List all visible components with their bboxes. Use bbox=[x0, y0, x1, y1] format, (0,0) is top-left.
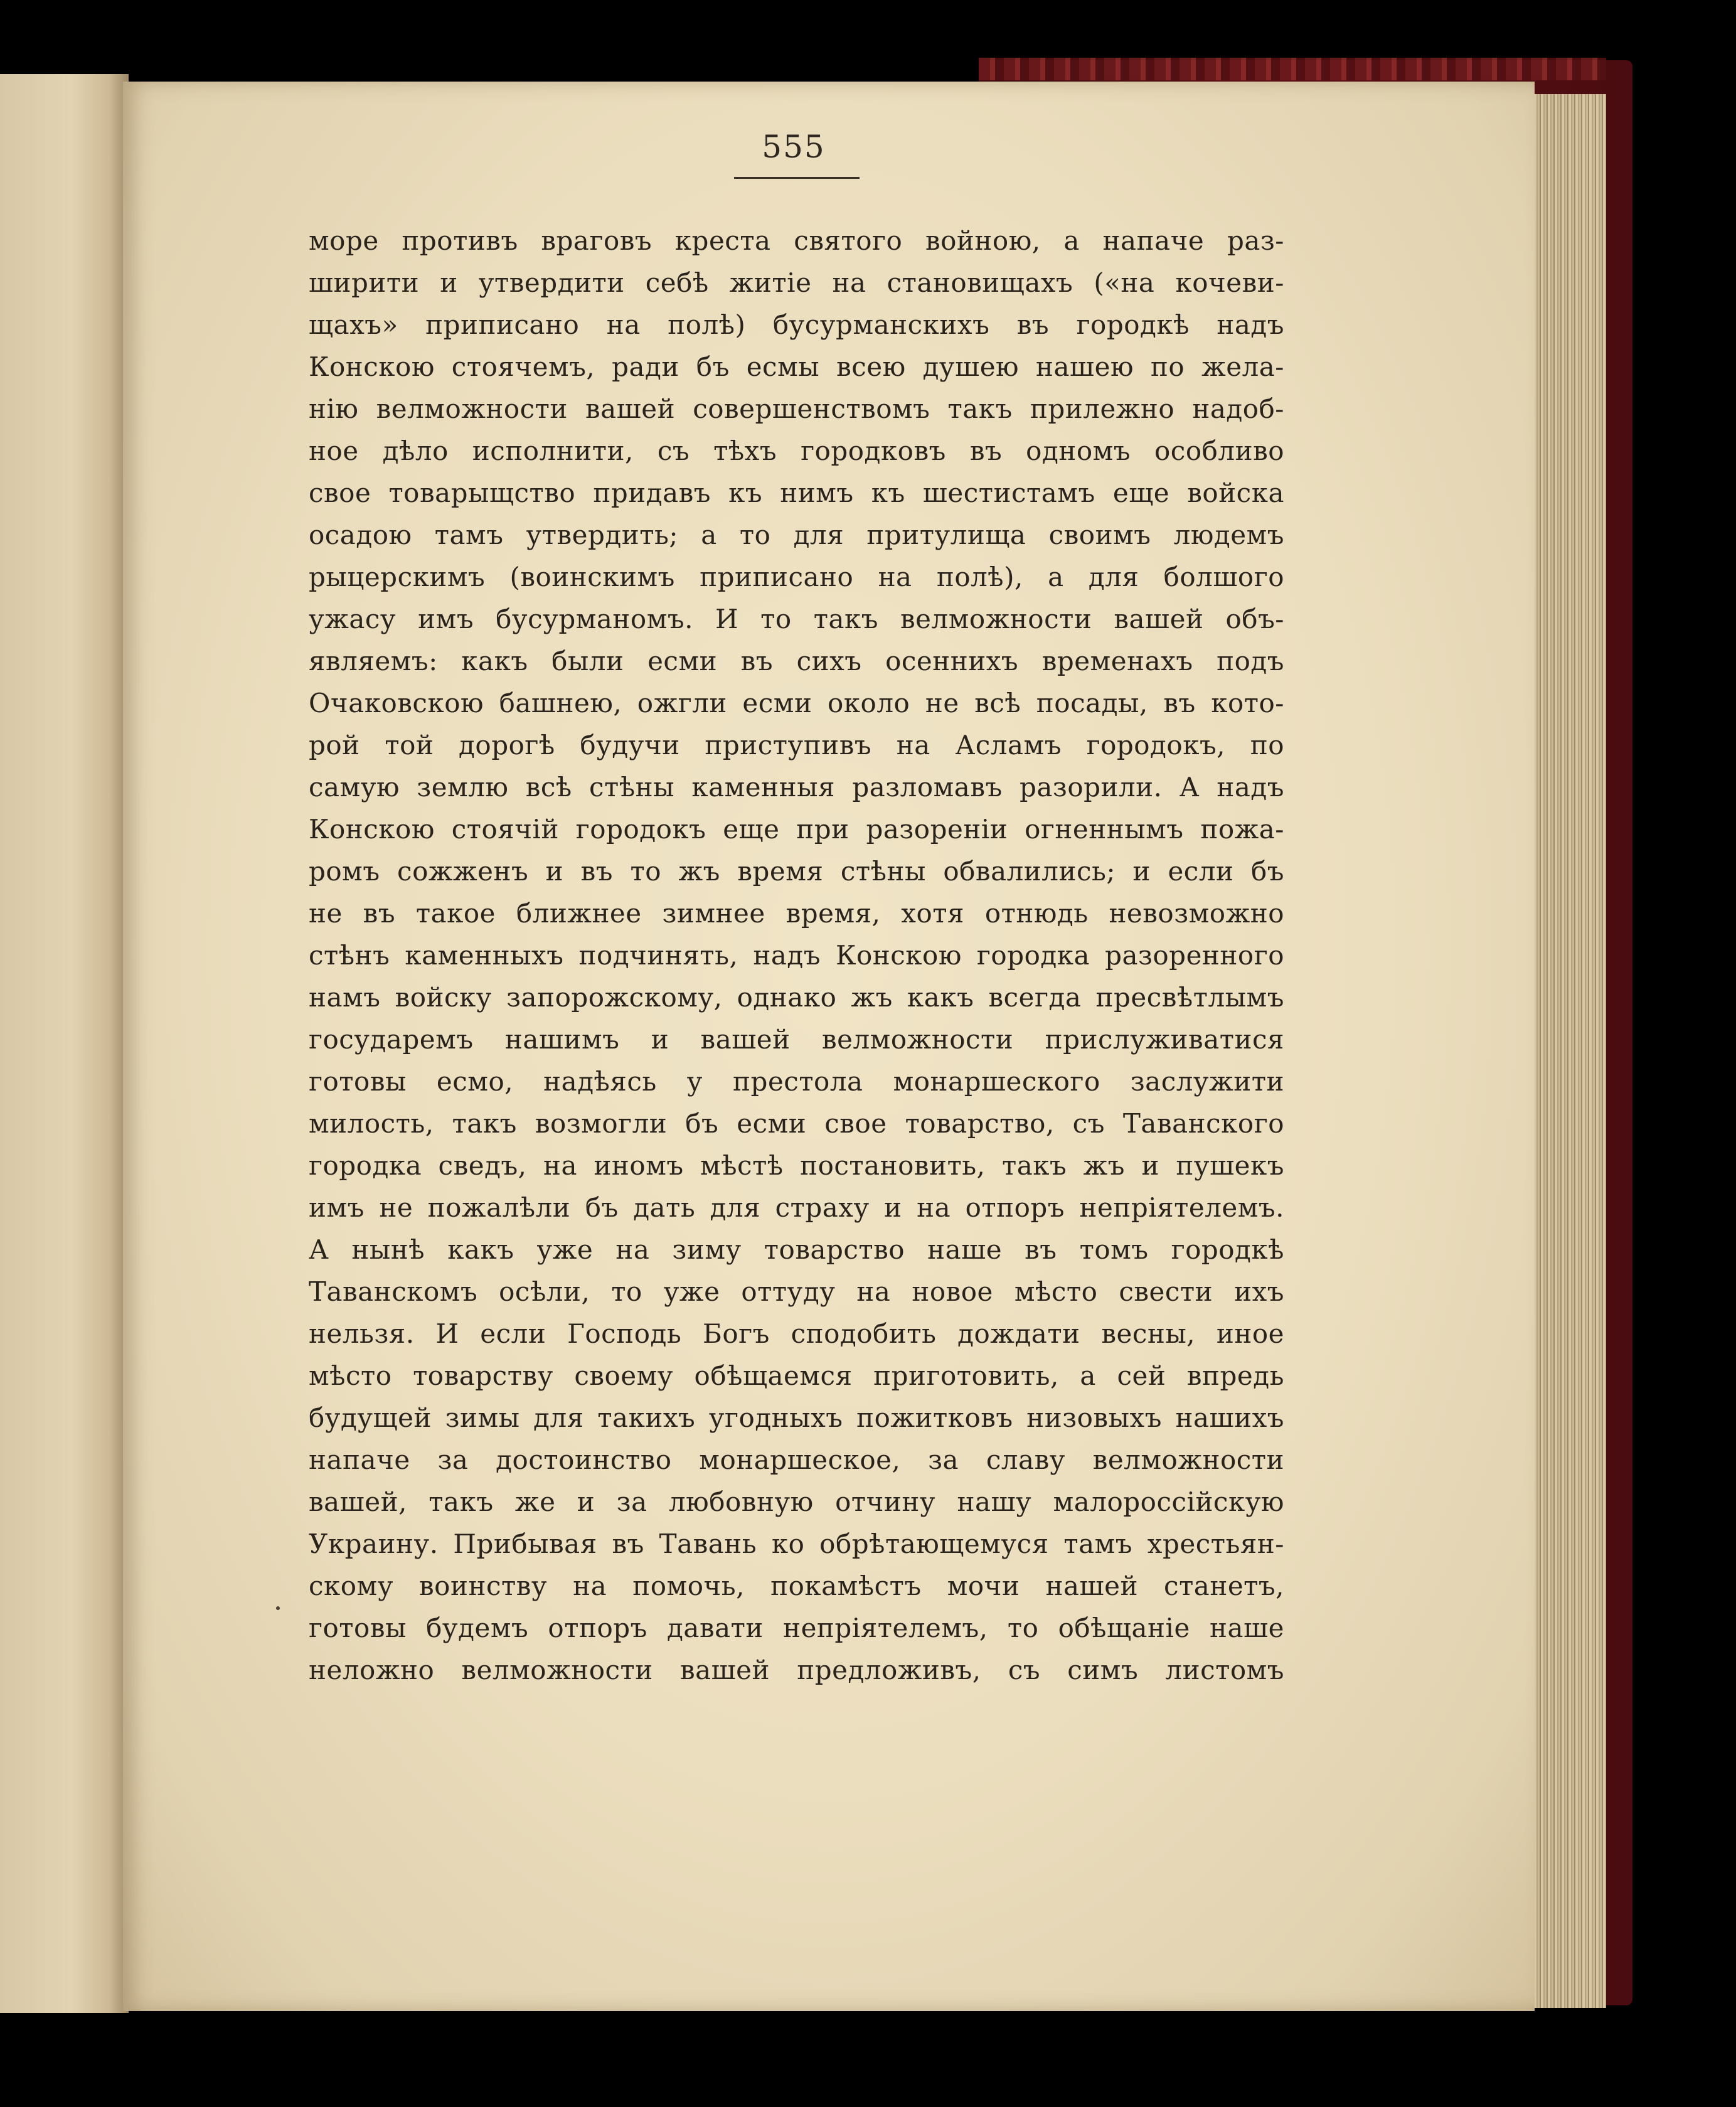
text-line: ромъ сожженъ и въ то жъ время стѣны обвалились; и если бъ bbox=[309, 856, 1284, 887]
text-line: намъ войску запорожскому, однако жъ какъ всегда пресвѣтлымъ bbox=[309, 982, 1284, 1013]
text-line: скому воинству на помочь, покамѣстъ мочи нашей станетъ, bbox=[309, 1571, 1284, 1601]
text-line: ширити и утвердити себѣ житіе на становищахъ («на кочеви- bbox=[309, 267, 1284, 298]
text-line: Очаковскою башнею, ожгли есми около не всѣ посады, въ кото- bbox=[309, 688, 1284, 718]
text-line: ужасу имъ бусурманомъ. И то такъ велможности вашей объ- bbox=[309, 604, 1284, 634]
text-line: Конскою стоячемъ, ради бъ есмы всею душею нашею по жела- bbox=[309, 351, 1284, 382]
text-line: мѣсто товарству своему обѣщаемся приготовить, а сей впредь bbox=[309, 1360, 1284, 1391]
left-facing-page bbox=[0, 74, 129, 2013]
page-number: 555 bbox=[762, 129, 826, 165]
text-line: городка сведъ, на иномъ мѣстѣ постановить, такъ жъ и пушекъ bbox=[309, 1150, 1284, 1181]
text-line: нію велможности вашей совершенствомъ такъ прилежно надоб- bbox=[309, 393, 1284, 424]
text-line: не въ такое ближнее зимнее время, хотя отнюдь невозможно bbox=[309, 898, 1284, 929]
body-text bbox=[309, 220, 1284, 1691]
text-line: щахъ» приписано на полѣ) бусурманскихъ въ городкѣ надъ bbox=[309, 309, 1284, 340]
text-line: ное дѣло исполнити, съ тѣхъ городковъ въ одномъ особливо bbox=[309, 435, 1284, 466]
text-line: будущей зимы для такихъ угодныхъ пожитковъ низовыхъ нашихъ bbox=[309, 1402, 1284, 1433]
text-line: милость, такъ возмогли бъ есми свое товарство, съ Таванского bbox=[309, 1108, 1284, 1139]
text-line: неложно велможности вашей предложивъ, съ симъ листомъ bbox=[309, 1655, 1284, 1685]
text-line: осадою тамъ утвердить; а то для притулища своимъ людемъ bbox=[309, 520, 1284, 550]
page-stack-edge bbox=[1531, 94, 1606, 2008]
text-line: самую землю всѣ стѣны каменныя разломавъ разорили. А надъ bbox=[309, 772, 1284, 803]
book-cover-edge bbox=[979, 58, 1606, 80]
text-line: море противъ враговъ креста святого войною, а напаче раз- bbox=[309, 225, 1284, 256]
text-line: являемъ: какъ были есми въ сихъ осеннихъ временахъ подъ bbox=[309, 646, 1284, 676]
text-line: имъ не пожалѣли бъ дать для страху и на отпоръ непріятелемъ. bbox=[309, 1192, 1284, 1223]
text-line: А нынѣ какъ уже на зиму товарство наше въ томъ городкѣ bbox=[309, 1234, 1284, 1265]
text-line: рой той дорогѣ будучи приступивъ на Асламъ городокъ, по bbox=[309, 730, 1284, 760]
text-line: рыцерскимъ (воинскимъ приписано на полѣ), а для болшого bbox=[309, 562, 1284, 592]
ink-dot bbox=[276, 1606, 280, 1610]
text-line: нельзя. И если Господь Богъ сподобить дождати весны, иное bbox=[309, 1318, 1284, 1349]
page-number-rule bbox=[734, 177, 860, 179]
text-line: готовы будемъ отпоръ давати непріятелемъ, то обѣщаніе наше bbox=[309, 1613, 1284, 1643]
text-line: напаче за достоинство монаршеское, за славу велможности bbox=[309, 1444, 1284, 1475]
text-line: свое товарыщство придавъ къ нимъ къ шестистамъ еще войска bbox=[309, 477, 1284, 508]
text-line: Таванскомъ осѣли, то уже оттуду на новое мѣсто свести ихъ bbox=[309, 1276, 1284, 1307]
text-line: государемъ нашимъ и вашей велможности прислуживатися bbox=[309, 1024, 1284, 1055]
text-line: Конскою стоячій городокъ еще при разореніи огненнымъ пожа- bbox=[309, 814, 1284, 845]
text-line: вашей, такъ же и за любовную отчину нашу малороссійскую bbox=[309, 1486, 1284, 1517]
text-line: Украину. Прибывая въ Тавань ко обрѣтающемуся тамъ хрестьян- bbox=[309, 1528, 1284, 1559]
text-line: готовы есмо, надѣясь у престола монаршеского заслужити bbox=[309, 1066, 1284, 1097]
text-line: стѣнъ каменныхъ подчинять, надъ Конскою городка разоренного bbox=[309, 940, 1284, 971]
